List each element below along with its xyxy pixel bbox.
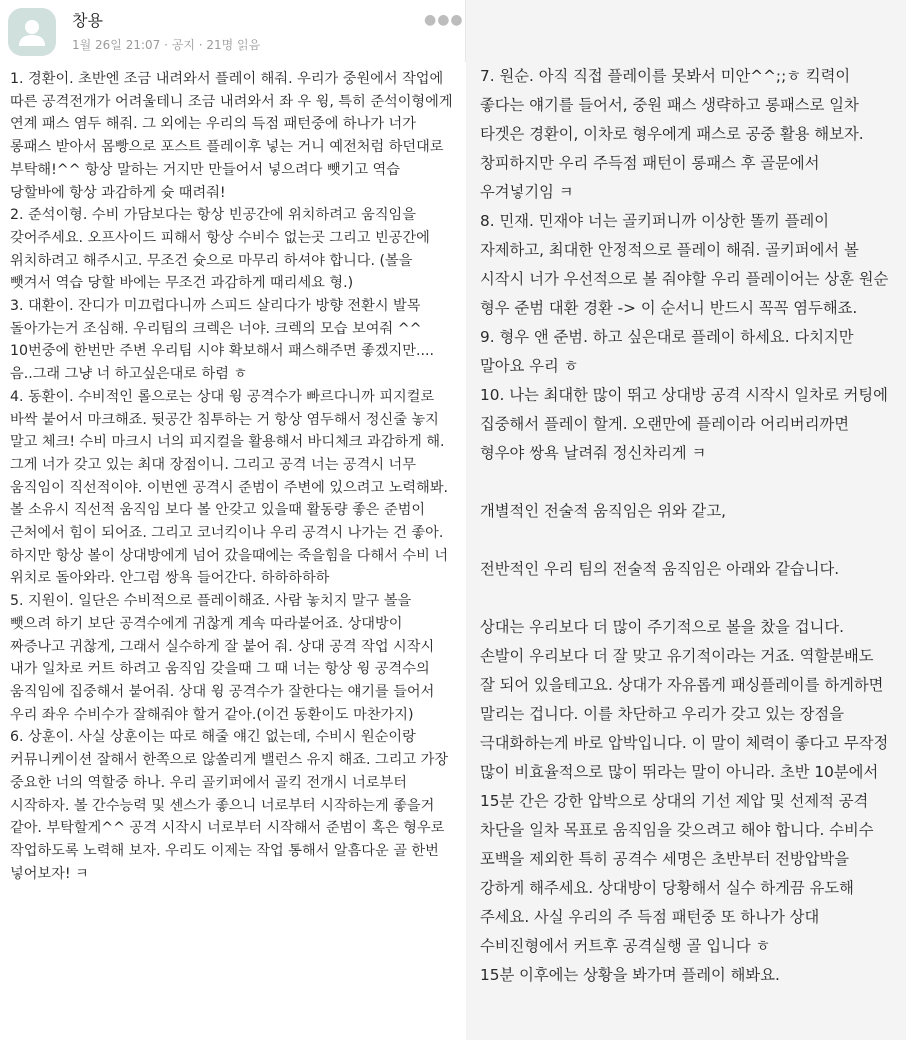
user-silhouette-icon [8, 8, 56, 56]
summary-line-1: 개별적인 전술적 움직임은 위와 같고, [480, 502, 726, 520]
summary-closing: 15분 이후에는 상황을 봐가며 플레이 해봐요. [480, 966, 780, 984]
list-item: 2. 준석이형. 수비 가담보다는 항상 빈공간에 위치하려고 움직임을 갖어주세요. 오프사이드 피해서 항상 수비수 없는곳 그리고 빈공간에 위치하려고 해주시고. 무조건 슛으로 마무리 하셔야 합니다. (볼을 뺏겨서 역습 당할 바에는 무조건 과감하게 때리세요 형.) [10, 207, 430, 292]
list-item: 8. 민재. 민재야 너는 골키퍼니까 이상한 똘끼 플레이 자제하고, 최대한 안정적으로 플레이 해줘. 골키퍼에서 볼 시작시 너가 우선적으로 볼 줘야할 우리 플레이어는 상훈 원순 형우 준범 대환 경환 -> 이 순서니 반드시 꼭꼭 염두해죠. [480, 212, 889, 317]
summary-body: 상대는 우리보다 더 많이 주기적으로 볼을 찼을 겁니다. 손발이 우리보다 더 잘 맞고 유기적이라는 거죠. 역할분배도 잘 되어 있을테고요. 상대가 자유롭게 패싱플레이를 하게하면 말리는 겁니다. 이를 차단하고 우리가 갖고 있는 장점을 극대화하는게 바로 압박입니다. 이 말이 체력이 좋다고 무작정 많이 비효율적으로 많이 뛰라는 말이 아니라. 초반 10분에서 15분 간은 강한 압박으로 상대의 기선 제압 및 선제적 공격 차단을 일차 목표로 움직임을 갖으려고 해야 합니다. 수비수 포백을 제외한 특히 공격수 세명은 초반부터 전방압박을 강하게 해주세요. 상대방이 당황해서 실수 하게끔 유도해 주세요. 사실 우리의 주 득점 패턴중 또 하나가 상대 수비진형에서 커트후 공격실행 골 입니다 ㅎ [480, 618, 889, 955]
list-item: 7. 원순. 아직 직접 플레이를 못봐서 미안^^;;ㅎ 킥력이 좋다는 얘기를 들어서, 중원 패스 생략하고 롱패스로 일차 타겟은 경환이, 이차로 형우에게 패스로 공중 활용 해보자. 창피하지만 우리 주득점 패턴이 롱패스 후 골문에서 우겨넣기임 ㅋ [480, 67, 864, 201]
list-item: 1. 경환이. 초반엔 조금 내려와서 플레이 해줘. 우리가 중원에서 작업에 따른 공격전개가 어려울테니 조금 내려와서 좌 우 윙, 특히 준석이형에게 연계 패스 염두 해줘. 그 외에는 우리의 득점 패턴중에 하나가 너가 롱패스 받아서 몸빵으로 포스트 플레이후 넣는 거니 예전처럼 하던대로 부탁해!^^ 항상 말하는 거지만 만들어서 넣으려다 뺏기고 역습 당할바에 항상 과감하게 슛 때려줘! [10, 71, 453, 201]
author-name[interactable]: 창용 [72, 11, 103, 30]
list-item: 5. 지원이. 일단은 수비적으로 플레이해죠. 사람 놓치지 말구 볼을 뺏으려 하기 보단 공격수에게 귀찮게 계속 따라붙어죠. 상대방이 짜증나고 귀찮게, 그래서 실수하게 잘 붙어 줘. 상대 공격 작업 시작시 내가 일차로 커트 하려고 움직임 갖을때 그 때 너는 항상 윙 공격수의 움직임에 집중해서 붙어줘. 상대 윙 공격수가 잘한다는 얘기를 들어서 우리 좌우 수비수가 잘해줘야 할거 같아.(이건 동환이도 마찬가지) [10, 593, 435, 723]
spacer [480, 526, 892, 555]
spacer [480, 584, 892, 613]
avatar[interactable] [8, 8, 56, 56]
list-item: 10. 나는 최대한 많이 뛰고 상대방 공격 시작시 일차로 커팅에 집중해서 플레이 할게. 오랜만에 플레이라 어리버리까면 형우야 쌍욕 날려줘 정신차리게 ㅋ [480, 386, 888, 462]
list-item: 4. 동환이. 수비적인 롤으로는 상대 윙 공격수가 빠르다니까 피지컬로 바싹 붙어서 마크해죠. 뒷공간 침투하는 거 항상 염두해서 정신줄 놓지 말고 체크! 수비 마크시 너의 피지컬을 활용해서 바디체크 과감하게 해. 그게 너가 갖고 있는 최대 장점이니. 그리고 공격 너는 공격시 너무 움직임이 직선적이야. 이번엔 공격시 준범이 주변에 있으려고 노력해봐. 볼 소유시 직선적 움직임 보다 볼 안갖고 있을때 활동량 좋은 준범이 근처에서 힘이 되어죠. 그리고 코너킥이나 우리 공격시 나가는 건 좋아. 하지만 항상 볼이 상대방에게 넘어 갔을때에는 죽을힘을 다해서 수비 너 위치로 돌아와라. 안그럼 쌍욕 들어간다. 하하하하하 [10, 388, 449, 587]
right-column [466, 0, 906, 1040]
summary-line-2: 전반적인 우리 팀의 전술적 움직임은 아래와 같습니다. [480, 560, 840, 578]
list-item: 9. 형우 앤 준범. 하고 싶은대로 플레이 하세요. 다치지만 말아요 우리 ㅎ [480, 328, 854, 375]
post-header [0, 0, 466, 62]
left-column [0, 62, 466, 1040]
list-item: 3. 대환이. 잔디가 미끄럽다니까 스피드 살리다가 방향 전환시 발목 돌아가는거 조심해. 우리팀의 크렉은 너야. 크렉의 모습 보여줘 ^^ 10번중에 한번만 주변 우리팀 시야 확보해서 패스해주면 좋겠지만.... 음..그래 그냥 너 하고싶은대로 하렴 ㅎ [10, 298, 434, 383]
more-dots-icon[interactable]: ●●● [424, 12, 464, 28]
list-item: 6. 상훈이. 사실 상훈이는 따로 해줄 얘긴 없는데, 수비시 원순이랑 커뮤니케이션 잘해서 한쪽으로 않쏠리게 밸런스 유지 해죠. 그리고 가장 중요한 너의 역할중 하나. 우리 골키퍼에서 골킥 전개시 너로부터 시작하자. 볼 간수능력 및 센스가 좋으니 너로부터 시작하는게 좋을거 같아. 부탁할게^^ 공격 시작시 너로부터 시작해서 준범이 혹은 형우로 작업하도록 노력해 보자. 우리도 이제는 작업 통해서 알흠다운 골 한번 넣어보자! ㅋ [10, 729, 449, 882]
spacer [480, 468, 892, 497]
post-meta: 1월 26일 21:07 · 공지 · 21명 읽음 [72, 38, 261, 52]
